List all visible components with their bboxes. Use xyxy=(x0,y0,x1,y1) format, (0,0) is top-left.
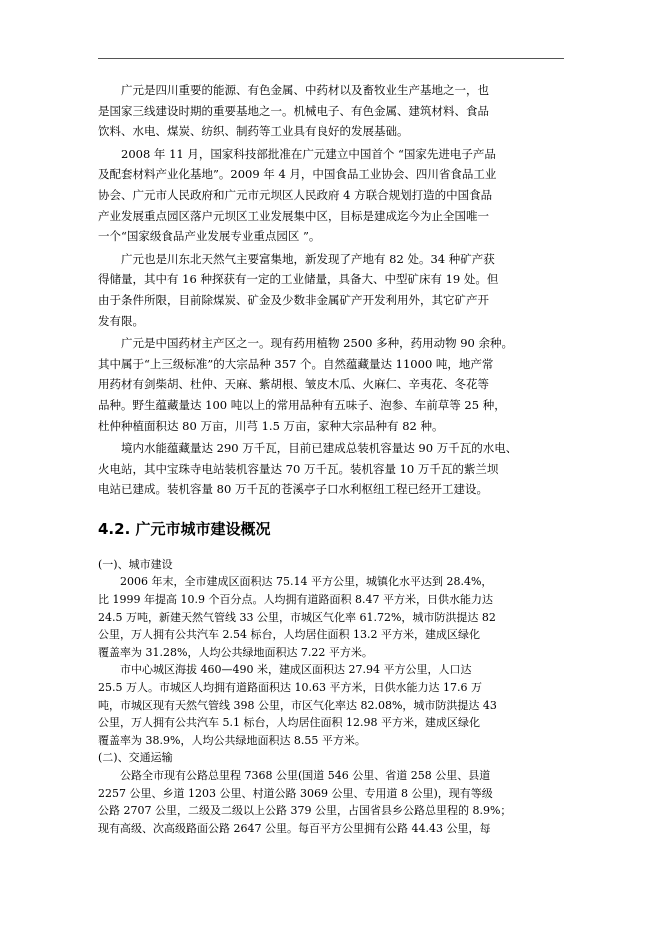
paragraph-line: 广元是四川重要的能源、有色金属、中药材以及畜牧业生产基地之一，也 xyxy=(98,83,489,97)
paragraph-line: 境内水能蕴藏量达 290 万千瓦，目前已建成总装机容量达 90 万千瓦的水电、 xyxy=(98,441,518,456)
paragraph xyxy=(98,249,564,331)
intro-paragraphs xyxy=(98,80,564,500)
paragraph-line: 火电站，其中宝珠寺电站装机容量达 70 万千瓦。装机容量 10 万千瓦的紫兰坝 xyxy=(98,461,499,476)
paragraph-line: 电站已建成。装机容量 80 万千瓦的苍溪亭子口水利枢纽工程已经开工建设。 xyxy=(98,482,488,497)
paragraph-line: 得储量，其中有 16 种探获有一定的工业储量，具备大、中型矿床有 19 处。但 xyxy=(98,272,499,287)
subsection-body xyxy=(98,573,564,749)
paragraph xyxy=(98,80,564,142)
subsection-title: (二)、交通运输 xyxy=(98,751,173,765)
subsection-line: 公路 2707 公里，二级及二级以上公路 379 公里，占国省县乡公路总里程的 8.9%； xyxy=(98,804,512,818)
paragraph-line: 由于条件所限，目前除煤炭、矿金及少数非金属矿产开发利用外，其它矿产开 xyxy=(98,292,489,307)
paragraph-line: 用药材有剑柴胡、杜仲、天麻、紫胡根、皱皮木瓜、火麻仁、辛夷花、冬花等 xyxy=(98,377,489,392)
paragraph xyxy=(98,333,564,436)
paragraph-line: 发有限。 xyxy=(98,313,144,328)
header-rule xyxy=(98,58,564,59)
paragraph-line: 是国家三线建设时期的重要基地之一。机械电子、有色金属、建筑材料、食品 xyxy=(98,103,489,118)
subsection-line: 覆盖率为 31.28%，人均公共绿地面积达 7.22 平方米。 xyxy=(98,645,373,659)
section-heading: 4.2. 广元市城市建设概况 xyxy=(98,519,271,538)
subsection-line: 市中心城区海拔 460—490 米，建成区面积达 27.94 平方公里，人口达 xyxy=(98,663,472,677)
subsection-body xyxy=(98,767,564,837)
paragraph xyxy=(98,438,564,500)
paragraph-line: 饮料、水电、煤炭、纺织、制药等工业具有良好的发展基础。 xyxy=(98,124,409,139)
subsection-title: (一)、城市建设 xyxy=(98,557,173,571)
paragraph-line: 广元也是川东北天然气主要富集地，新发现了产地有 82 处。34 种矿产获 xyxy=(98,251,495,266)
subsection-line: 24.5 万吨，新建天然气管线 33 公里，市城区气化率 61.72%，城市防洪提达 82 xyxy=(98,610,496,624)
paragraph-line: 广元是中国药材主产区之一。现有药用植物 2500 多种，药用动物 90 余种。 xyxy=(98,336,514,351)
paragraph-line: 及配套材料产业化基地”。2009 年 4 月，中国食品工业协会、四川省食品工业 xyxy=(98,167,497,182)
subsection-line: 覆盖率为 38.9%，人均公共绿地面积达 8.55 平方米。 xyxy=(98,733,366,747)
subsection-line: 现有高级、次高级路面公路 2647 公里。每百平方公里拥有公路 44.43 公里，每 xyxy=(98,821,491,835)
paragraph xyxy=(98,144,564,247)
subsection-line: 公里，万人拥有公共汽车 2.54 标台，人均居住面积 13.2 平方米，建成区绿化 xyxy=(98,628,480,642)
paragraph-line: 2008 年 11 月，国家科技部批准在广元建立中国首个 “国家先进电子产品 xyxy=(98,146,496,161)
document-body xyxy=(98,80,564,837)
subsections xyxy=(98,556,564,838)
subsection-line: 比 1999 年提高 10.9 个百分点。人均拥有道路面积 8.47 平方米，日供水能力达 xyxy=(98,593,493,607)
paragraph-line: 一个“国家级食品产业发展专业重点园区 ”。 xyxy=(98,229,321,244)
subsection-line: 公路全市现有公路总里程 7368 公里(国道 546 公里、省道 258 公里、县道 xyxy=(98,769,491,782)
subsection-line: 2006 年末，全市建成区面积达 75.14 平方公里，城镇化水平达到 28.4%， xyxy=(98,575,493,589)
paragraph-line: 杜仲种植面积达 80 万亩，川芎 1.5 万亩，家种大宗品种有 82 种。 xyxy=(98,418,444,433)
subsection-line: 25.5 万人。市城区人均拥有道路面积达 10.63 平方米，日供水能力达 17.6 万 xyxy=(98,681,482,695)
subsection-line: 公里，万人拥有公共汽车 5.1 标台，人均居住面积 12.98 平方米，建成区绿化 xyxy=(98,716,480,730)
subsection-line: 2257 公里、乡道 1203 公里、村道公路 3069 公里、专用道 8 公里)，现有等级 xyxy=(98,786,493,800)
paragraph-line: 产业发展重点园区落户元坝区工业发展集中区，目标是建成迄今为止全国唯一 xyxy=(98,208,489,223)
paragraph-line: 品种。野生蕴藏量达 100 吨以上的常用品种有五味子、泡参、车前草等 25 种， xyxy=(98,397,506,412)
paragraph-line: 协会、广元市人民政府和广元市元坝区人民政府 4 方联合规划打造的中国食品 xyxy=(98,187,493,202)
paragraph-line: 其中属于“上三级标准”的大宗品种 357 个。自然蕴藏量达 11000 吨，地产常 xyxy=(98,356,494,371)
subsection-line: 吨，市城区现有天然气管线 398 公里，市区气化率达 82.08%，城市防洪提达 43 xyxy=(98,698,497,712)
